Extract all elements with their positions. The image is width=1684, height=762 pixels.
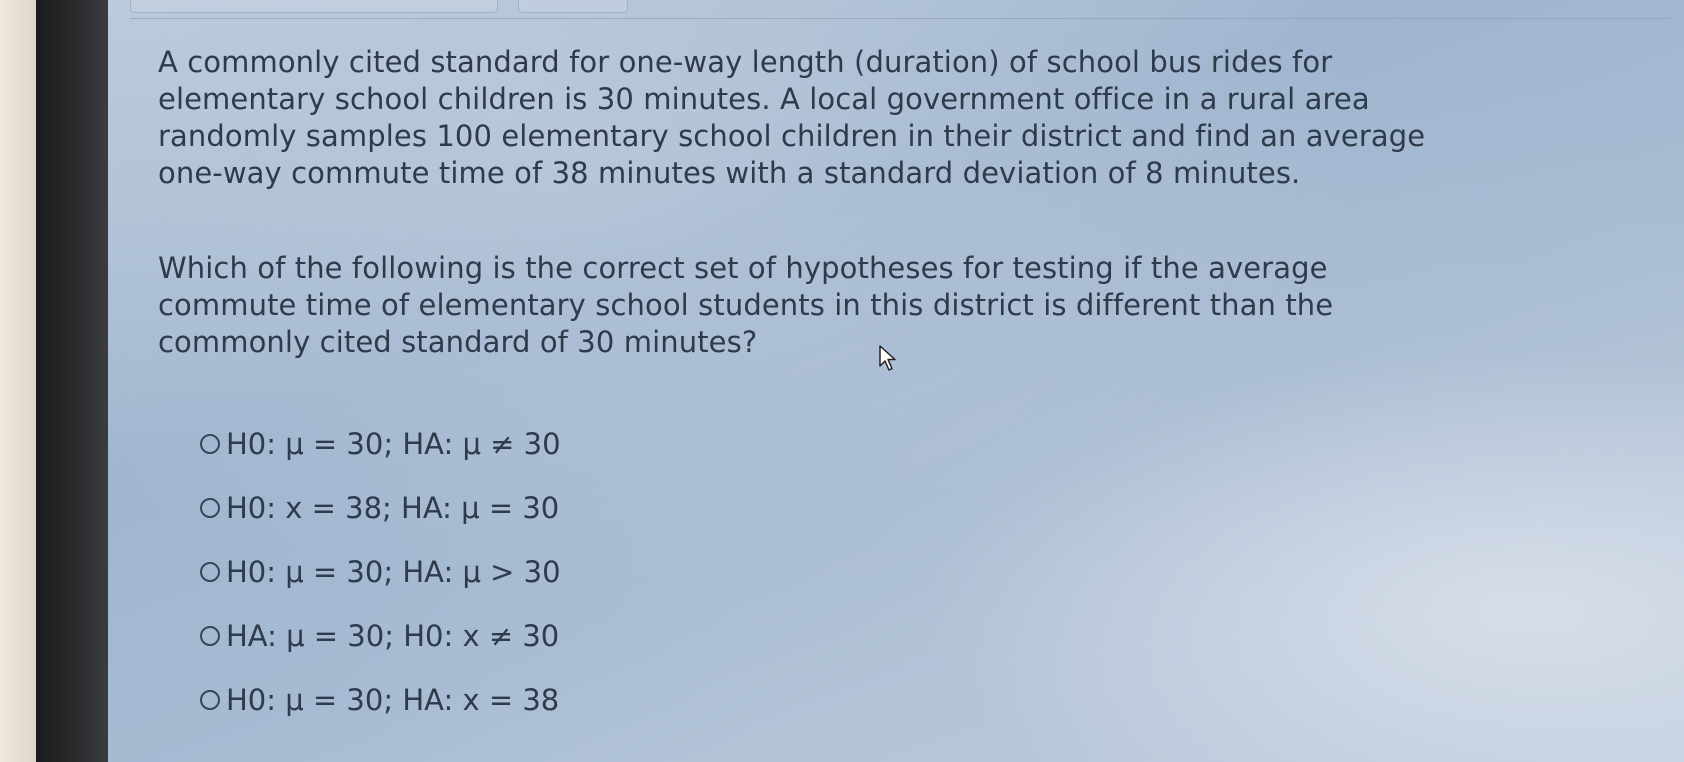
monitor-frame-left (36, 0, 108, 762)
question-content (158, 44, 1458, 361)
answer-option-3[interactable] (200, 540, 800, 604)
radio-unselected-icon[interactable] (200, 498, 220, 518)
radio-unselected-icon[interactable] (200, 690, 220, 710)
radio-unselected-icon[interactable] (200, 562, 220, 582)
answer-option-4[interactable] (200, 604, 800, 668)
screen (108, 0, 1684, 762)
answer-options (200, 412, 800, 732)
radio-unselected-icon[interactable] (200, 626, 220, 646)
top-tab-2[interactable] (518, 0, 628, 13)
answer-option-label: HA: μ = 30; H0: x ≠ 30 (226, 619, 560, 653)
radio-unselected-icon[interactable] (200, 434, 220, 454)
mouse-pointer-icon (878, 344, 898, 372)
top-tab-1[interactable] (130, 0, 498, 13)
answer-option-5[interactable] (200, 668, 800, 732)
monitor-bezel-left (0, 0, 36, 762)
answer-option-label: H0: μ = 30; HA: μ > 30 (226, 555, 561, 589)
top-toolbar-strip (130, 0, 1670, 19)
problem-paragraph: A commonly cited standard for one-way length (duration) of school bus rides for elementary school children is 30 minutes. A local government office in a rural area randomly samples 100 elementary school children in their district and find an average one-way commute time of 38 minutes with a standard deviation of 8 minutes. (158, 45, 1426, 190)
answer-option-label: H0: μ = 30; HA: x = 38 (226, 683, 560, 717)
answer-option-1[interactable] (200, 412, 800, 476)
answer-option-label: H0: μ = 30; HA: μ ≠ 30 (226, 427, 561, 461)
question-text: Which of the following is the correct set of hypotheses for testing if the average commute time of elementary school students in this district is different than the commonly cited standard of 30 minutes? (158, 251, 1334, 359)
answer-option-label: H0: x = 38; HA: μ = 30 (226, 491, 560, 525)
answer-option-2[interactable] (200, 476, 800, 540)
